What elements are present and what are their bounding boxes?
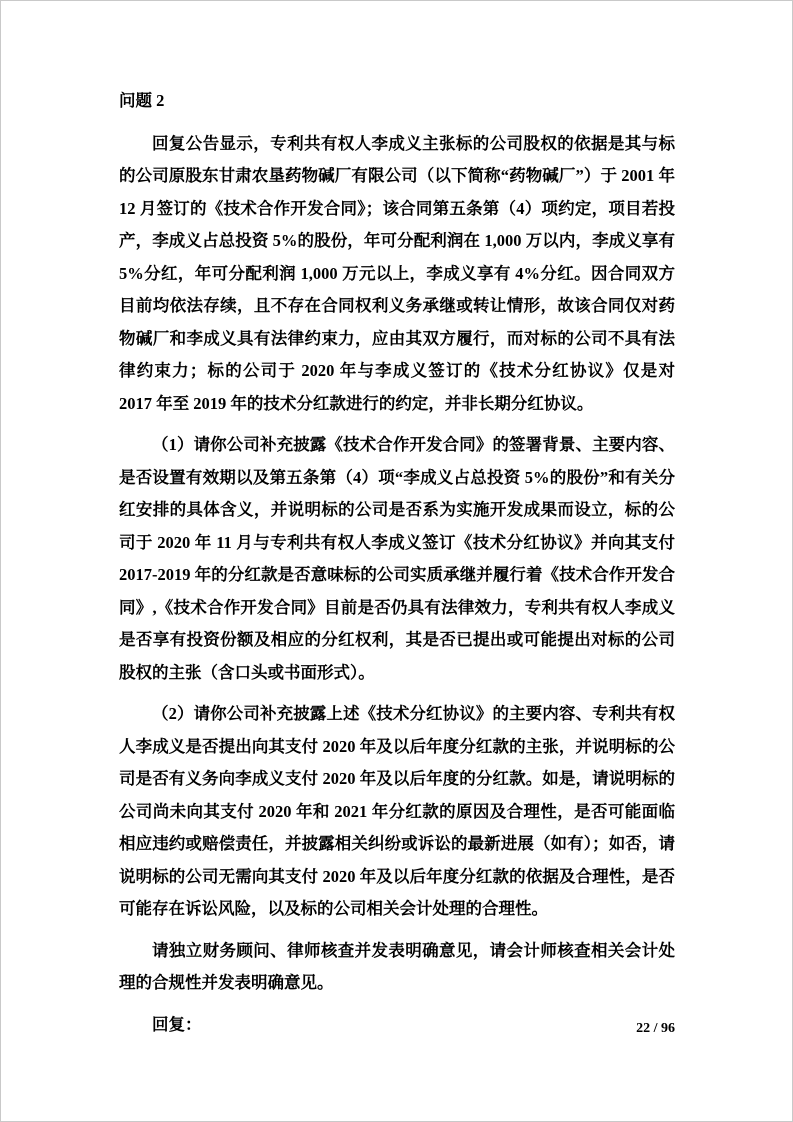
paragraph-verification-request: 请独立财务顾问、律师核查并发表明确意见，请会计师核查相关会计处理的合规性并发表明确意见。 (119, 940, 675, 992)
page-number: 22 / 96 (636, 1021, 675, 1036)
question-title: 问题 2 (119, 91, 165, 110)
reply-label: 回复： (152, 1014, 202, 1034)
paragraph-question-1: （1）请你公司补充披露《技术合作开发合同》的签署背景、主要内容、是否设置有效期以及第五条第（4）项“李成义占总投资 5%的股份”和有关分红安排的具体含义，并说明标的公司是否系为实施开发成果而设立，标的公司于 2020 年 11 月与专利共有权人李成义签订《技术分红协议》并向其支付 2017-2019 年的分红款是否意味标的公司实质承继并履行着《技术合作开发合同》,《技术合作开发合同》目前是否仍具有法律效力，专利共有权人李成义是否享有投资份额及相应的分红权利，其是否已提出或可能提出对标的公司股权的主张（含口头或书面形式）。 (119, 435, 675, 682)
paragraph-summary: 回复公告显示，专利共有权人李成义主张标的公司股权的依据是其与标的公司原股东甘肃农垦药物碱厂有限公司（以下简称“药物碱厂”）于 2001 年 12 月签订的《技术合作开发合同》；该合同第五条第（4）项约定，项目若投产，李成义占总投资 5%的股份，年可分配利润在 1,000 万以内，李成义享有 5%分红，年可分配利润 1,000 万元以上，李成义享有 4%分红。因合同双方目前均依法存续，且不存在合同权利义务承继或转让情形，故该合同仅对药物碱厂和李成义具有法律约束力，应由其双方履行，而对标的公司不具有法律约束力；标的公司于 2020 年与李成义签订的《技术分红协议》仅是对 2017 年至 2019 年的技术分红款进行的约定，并非长期分红协议。 (119, 133, 675, 413)
paragraph-question-2: （2）请你公司补充披露上述《技术分红协议》的主要内容、专利共有权人李成义是否提出向其支付 2020 年及以后年度分红款的主张，并说明标的公司是否有义务向李成义支付 2020 年及以后年度的分红款。如是，请说明标的公司尚未向其支付 2020 年和 2021 年分红款的原因及合理性，是否可能面临相应违约或赔偿责任，并披露相关纠纷或诉讼的最新进展（如有）；如否，请说明标的公司无需向其支付 2020 年及以后年度分红款的依据及合理性，是否可能存在诉讼风险，以及标的公司相关会计处理的合理性。 (119, 704, 675, 918)
